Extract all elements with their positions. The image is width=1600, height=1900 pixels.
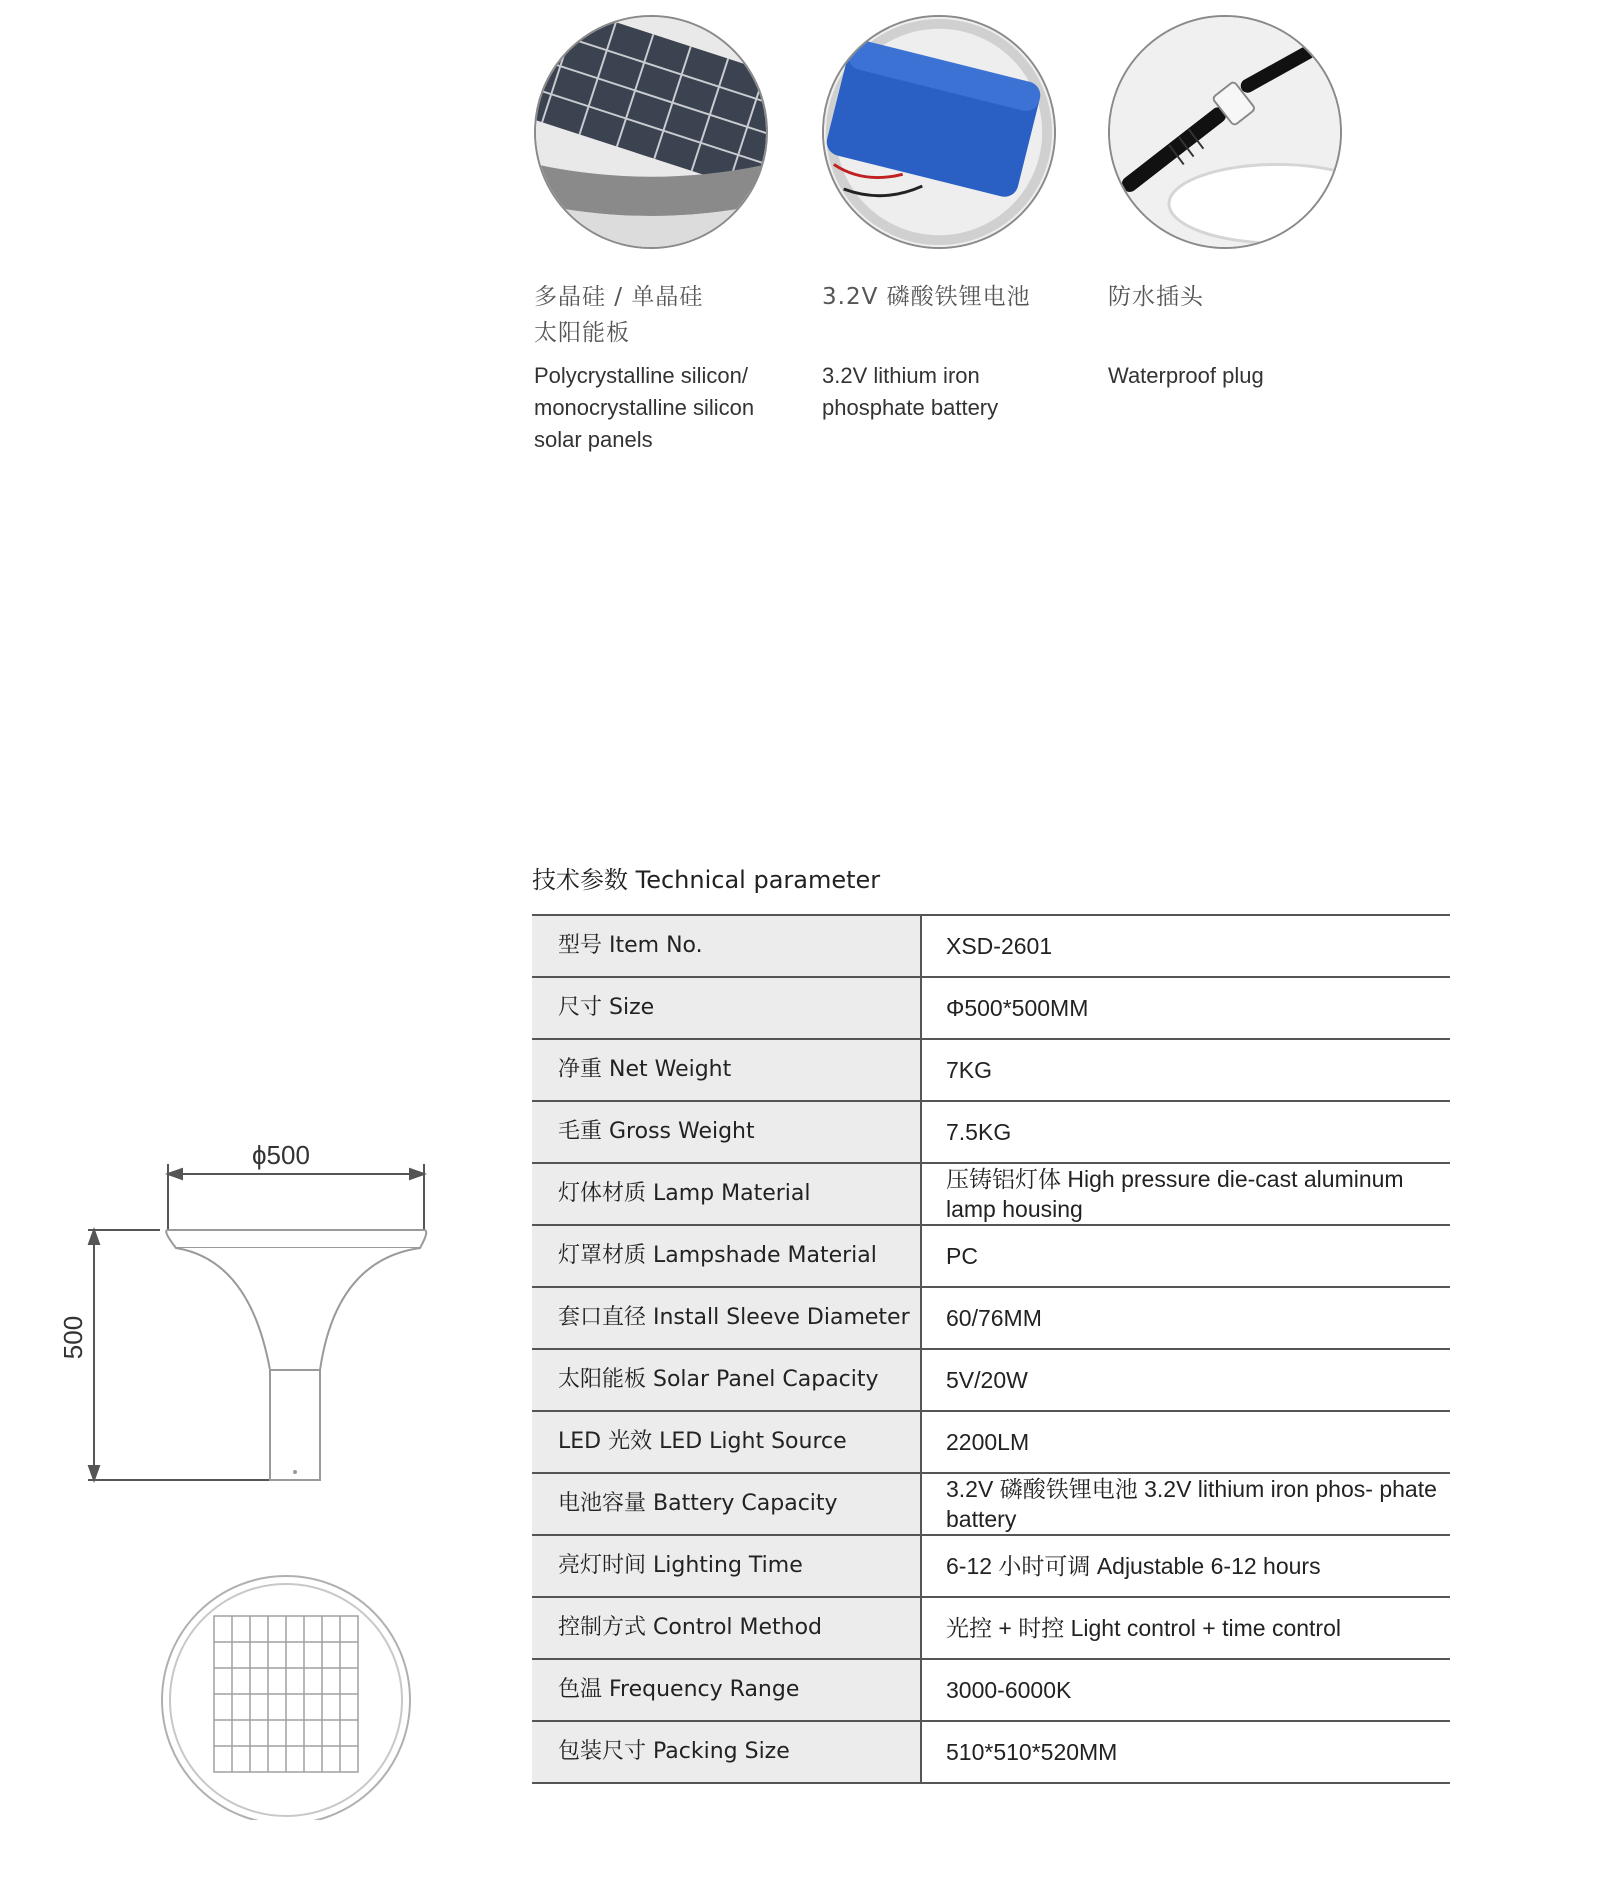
table-row: [532, 915, 1450, 977]
spec-label: 亮灯时间 Lighting Time: [532, 1535, 921, 1597]
spec-value: PC: [921, 1225, 1450, 1287]
spec-title: 技术参数 Technical parameter: [532, 866, 881, 894]
spec-value: 5V/20W: [921, 1349, 1450, 1411]
feature-waterproof-plug: [1108, 15, 1408, 388]
spec-label: 灯罩材质 Lampshade Material: [532, 1225, 921, 1287]
spec-value: Φ500*500MM: [921, 977, 1450, 1039]
spec-label: 毛重 Gross Weight: [532, 1101, 921, 1163]
table-row: [532, 1473, 1450, 1535]
table-row: [532, 1101, 1450, 1163]
spec-label: 灯体材质 Lamp Material: [532, 1163, 921, 1225]
height-dimension-label: 500: [58, 1315, 89, 1360]
spec-value: 6-12 小时可调 Adjustable 6-12 hours: [921, 1535, 1450, 1597]
table-row: [532, 1721, 1450, 1783]
table-row: [532, 1039, 1450, 1101]
spec-label: 色温 Frequency Range: [532, 1659, 921, 1721]
spec-table: [532, 914, 1450, 1784]
spec-label: 型号 Item No.: [532, 915, 921, 977]
feature-cn-label: 3.2V 磷酸铁锂电池: [822, 284, 1031, 310]
table-row: [532, 1597, 1450, 1659]
feature-cn-label: 防水插头: [1108, 284, 1204, 310]
table-row: [532, 1287, 1450, 1349]
spec-value: 光控 + 时控 Light control + time control: [921, 1597, 1450, 1659]
spec-value: 60/76MM: [921, 1287, 1450, 1349]
table-row: [532, 1659, 1450, 1721]
feature-cn-label-2: 太阳能板: [534, 320, 630, 346]
spec-label: 包装尺寸 Packing Size: [532, 1721, 921, 1783]
table-row: [532, 1411, 1450, 1473]
spec-value: 2200LM: [921, 1411, 1450, 1473]
feature-solar-panel: [534, 15, 834, 452]
width-dimension-label: ϕ500: [252, 1140, 310, 1170]
spec-value: 3.2V 磷酸铁锂电池 3.2V lithium iron phos- phate battery: [921, 1473, 1450, 1535]
solar-panel-photo: [534, 15, 768, 249]
feature-en-label: 3.2V lithium iron phosphate battery: [822, 363, 999, 420]
feature-cn-label: 多晶硅 / 单晶硅: [534, 284, 704, 310]
spec-value: 7.5KG: [921, 1101, 1450, 1163]
spec-label: 净重 Net Weight: [532, 1039, 921, 1101]
table-row: [532, 977, 1450, 1039]
spec-value: 7KG: [921, 1039, 1450, 1101]
feature-en-label: Polycrystalline silicon/ monocrystalline silicon solar panels: [534, 363, 755, 452]
spec-value: XSD-2601: [921, 915, 1450, 977]
feature-en-label: Waterproof plug: [1108, 363, 1264, 388]
lamp-technical-drawing: [0, 1120, 480, 1820]
battery-photo: [822, 15, 1056, 249]
waterproof-plug-photo: [1108, 15, 1342, 249]
feature-battery: [822, 15, 1122, 420]
spec-value: 3000-6000K: [921, 1659, 1450, 1721]
spec-label: 控制方式 Control Method: [532, 1597, 921, 1659]
table-row: [532, 1349, 1450, 1411]
table-row: [532, 1163, 1450, 1225]
table-row: [532, 1225, 1450, 1287]
spec-label: 太阳能板 Solar Panel Capacity: [532, 1349, 921, 1411]
spec-label: 尺寸 Size: [532, 977, 921, 1039]
spec-label: LED 光效 LED Light Source: [532, 1411, 921, 1473]
spec-label: 套口直径 Install Sleeve Diameter: [532, 1287, 921, 1349]
table-row: [532, 1535, 1450, 1597]
spec-value: 压铸铝灯体 High pressure die-cast aluminum lamp housing: [921, 1163, 1450, 1225]
spec-label: 电池容量 Battery Capacity: [532, 1473, 921, 1535]
spec-value: 510*510*520MM: [921, 1721, 1450, 1783]
